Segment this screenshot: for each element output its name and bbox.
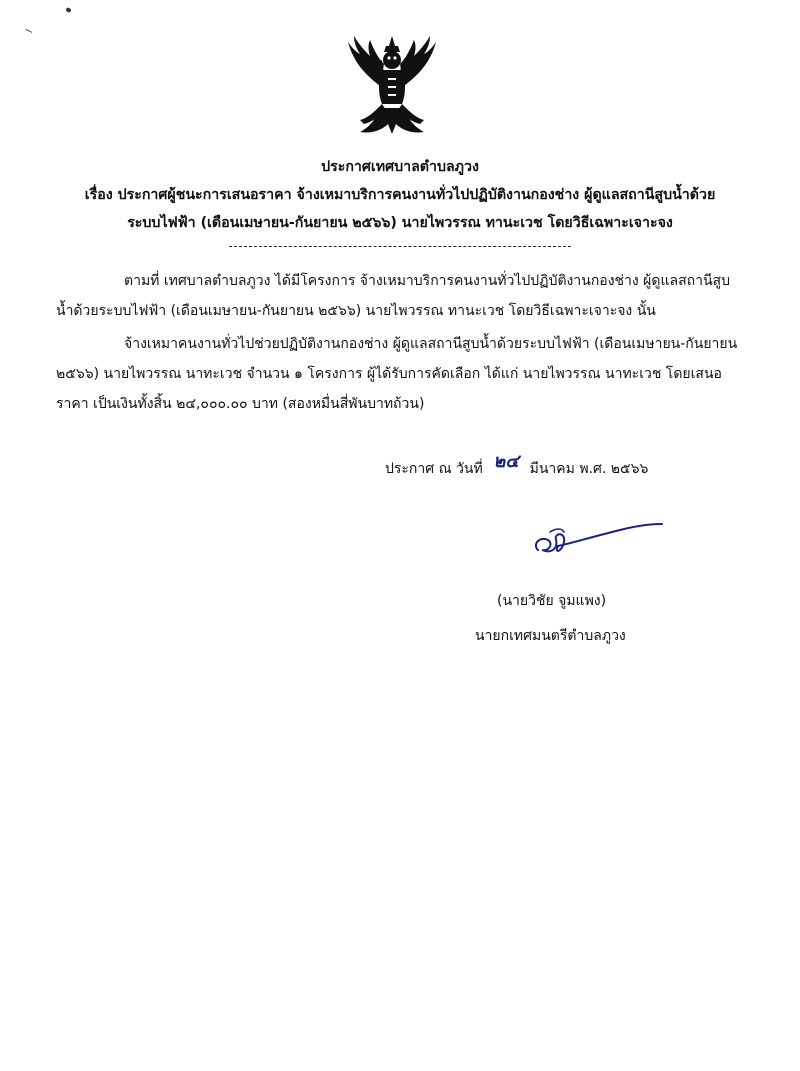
body-line: น้ำด้วยระบบไฟฟ้า (เดือนเมษายน-กันยายน ๒๕๖๖) นายไพวรรณ ทานะเวช โดยวิธีเฉพาะเจาะจง นั้น	[56, 303, 656, 319]
signature-icon	[528, 520, 668, 564]
subject-line-2: ระบบไฟฟ้า (เดือนเมษายน-กันยายน ๒๕๖๖) นายไพวรรณ ทานะเวช โดยวิธีเฉพาะเจาะจง	[127, 215, 673, 231]
garuda-emblem-icon	[338, 34, 446, 138]
subject-line-1: เรื่อง ประกาศผู้ชนะการเสนอราคา จ้างเหมาบริการคนงานทั่วไปปฏิบัติงานกองช่าง ผู้ดูแลสถานีสูบน้ำด้วย	[84, 187, 716, 203]
body-line: ราคา เป็นเงินทั้งสิ้น ๒๔,๐๐๐.๐๐ บาท (สองหมื่นสี่พันบาทถ้วน)	[56, 396, 425, 412]
date-day-handwritten: ๒๔	[493, 451, 519, 472]
body-line: ตามที่ เทศบาลตำบลภูวง ได้มีโครงการ จ้างเหมาบริการคนงานทั่วไปปฏิบัติงานกองช่าง ผู้ดูแลสถานีสูบ	[124, 273, 730, 289]
signer-position: นายกเทศมนตรีตำบลภูวง	[475, 628, 626, 644]
scan-speck	[23, 29, 32, 37]
body-line: ๒๕๖๖) นายไพวรรณ นาทะเวช จำนวน ๑ โครงการ ผู้ได้รับการคัดเลือก ได้แก่ นายไพวรรณ นาทะเวช โดยเสนอ	[56, 366, 722, 382]
date-prefix: ประกาศ ณ วันที่	[385, 461, 483, 477]
signer-name: (นายวิชัย จูมแพง)	[497, 593, 607, 609]
divider-line	[229, 246, 571, 247]
date-suffix: มีนาคม พ.ศ. ๒๕๖๖	[529, 461, 649, 477]
announcement-heading: ประกาศเทศบาลตำบลภูวง	[321, 159, 479, 175]
announcement-date	[385, 452, 648, 481]
body-line: จ้างเหมาคนงานทั่วไปช่วยปฏิบัติงานกองช่าง ผู้ดูแลสถานีสูบน้ำด้วยระบบไฟฟ้า (เดือนเมษายน-กันยายน	[124, 336, 738, 352]
scan-speck	[65, 7, 71, 13]
